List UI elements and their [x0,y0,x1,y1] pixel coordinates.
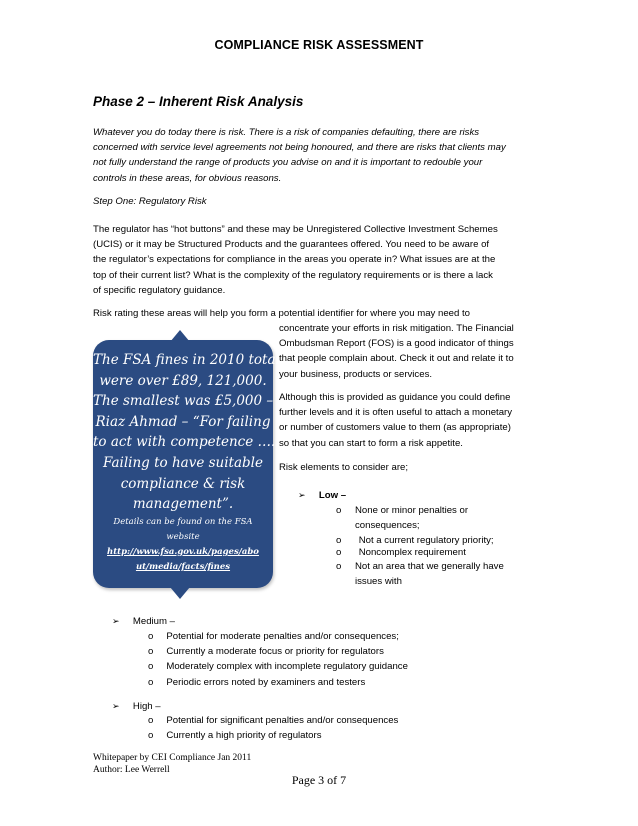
regulatory-line: of specific regulatory guidance. [93,284,226,296]
callout-quote-line: Failing to have suitable [103,454,263,471]
high-risk-subitem [148,728,398,743]
low-risk-subitem-text [355,503,468,533]
callout-quote-line: to act with competence …. [93,434,276,451]
low-risk-text: consequences; [355,520,420,532]
guidance-paragraph [279,390,512,451]
low-risk-text: issues with [355,576,402,588]
callout-quote-line: compliance & risk [120,475,246,492]
regulatory-line: the regulator’s expectations for compliance in the areas you operate in? What issues are at the [93,254,496,266]
medium-risk-text: Periodic errors noted by examiners and testers [166,676,366,688]
circle-bullet-icon: o [148,715,154,726]
callout-details-line: Details can be found on the FSA [113,516,253,527]
step-one-heading: Step One: Regulatory Risk [93,196,207,207]
high-risk-text: Currently a high priority of regulators [166,730,322,742]
guidance-line: Although this is provided as guidance you could define [279,392,511,403]
circle-bullet-icon: o [148,646,154,658]
low-risk-text: None or minor penalties or [355,505,469,516]
arrow-bullet-icon: ➢ [112,702,120,712]
medium-risk-text: Moderately complex with incomplete regulatory guidance [166,661,408,673]
guidance-line: or number of customers value to them (as appropriate) [279,422,511,434]
circle-bullet-icon: o [148,631,154,642]
callout-quote-line: Riaz Ahmad – “For failing [95,413,271,430]
fsa-link-line[interactable]: ut/media/facts/fines [135,561,231,572]
risk-rating-line: Risk rating these areas will help you form a potential identifier for where you may need to [93,308,471,319]
risk-rating-line: your business, products or services. [279,368,433,380]
callout-quote-line: The FSA fines in 2010 total [93,352,280,368]
low-risk-text: Noncomplex requirement [358,547,466,558]
low-risk-label: Low – [318,490,347,501]
high-risk-label: High – [132,701,161,712]
risk-rating-paragraph [279,321,514,382]
medium-risk-subitem [148,644,408,659]
fsa-fines-link[interactable] [93,545,273,575]
risk-rating-line: Ombudsman Report (FOS) is a good indicator of things [279,338,514,350]
intro-line: not fully understand the range of products you advise on and it is important to redouble your [93,157,483,169]
circle-bullet-icon: o [148,676,154,688]
medium-risk-item [112,614,175,630]
guidance-line: further levels and it is often useful to attach a monetary [279,407,513,419]
medium-risk-text: Potential for moderate penalties and/or consequences; [166,631,399,642]
medium-risk-subitem [148,675,408,690]
fsa-link-line[interactable]: http://www.fsa.gov.uk/pages/abo [107,546,259,557]
low-risk-subitem [336,503,341,518]
high-risk-text: Potential for significant penalties and/or consequences [166,715,399,726]
risk-elements-intro: Risk elements to consider are; [279,462,409,473]
low-risk-subitem [336,545,466,560]
medium-risk-text: Currently a moderate focus or priority for regulators [166,646,384,658]
low-risk-text: Not a current regulatory priority; [358,535,494,546]
intro-line: concerned with service level agreements not being honoured, and there are risks that clients may [93,142,506,154]
phase-heading: Phase 2 – Inherent Risk Analysis [93,94,304,109]
arrow-bullet-icon: ➢ [298,491,306,501]
low-risk-subitem [336,559,341,574]
guidance-line: so that you can start to form a risk appetite. [279,437,463,449]
arrow-bullet-icon: ➢ [112,617,120,627]
circle-bullet-icon: o [336,547,342,558]
regulatory-line: top of their current list? What is the complexity of the regulatory requirements or is there a lack [93,269,493,281]
low-risk-item [298,488,346,504]
medium-risk-label: Medium – [132,616,176,627]
callout-quote-line: The smallest was £5,000 – [93,393,274,410]
footer-whitepaper: Whitepaper by CEI Compliance Jan 2011 [93,753,252,763]
fsa-fines-callout [93,340,280,588]
document-title: COMPLIANCE RISK ASSESSMENT [214,38,424,52]
circle-bullet-icon: o [148,730,154,742]
circle-bullet-icon: o [148,661,154,673]
low-risk-subitem-text [355,559,504,589]
callout-quote-line: were over £89, 121,000. [99,372,267,389]
regulatory-line: (UCIS) or it may be Structured Products and the guarantees offered. You need to be aware of [93,239,490,251]
intro-paragraph [93,125,553,186]
medium-risk-subitem [148,629,408,644]
medium-risk-subitem [148,659,408,674]
risk-rating-line: that people complain about. Check it out and relate it to [279,353,514,365]
circle-bullet-icon: o [336,535,342,546]
callout-notch-bottom [170,587,190,599]
high-risk-subitem [148,713,398,728]
high-risk-sublist [148,713,398,743]
callout-details-line: website [166,531,200,542]
regulatory-paragraph [93,222,553,298]
callout-quote-line: management”. [132,496,234,513]
low-risk-text: Not an area that we generally have [355,561,504,572]
footer-author: Author: Lee Werrell [93,764,170,775]
circle-bullet-icon: o [336,561,342,572]
regulatory-line: The regulator has “hot buttons” and these may be Unregistered Collective Investment Schemes [93,224,498,235]
page-number: Page 3 of 7 [291,773,347,787]
circle-bullet-icon: o [336,505,342,516]
risk-rating-line: concentrate your efforts in risk mitigation. The Financial [279,323,514,334]
medium-risk-sublist [148,629,408,690]
intro-line: Whatever you do today there is risk. There is a risk of companies defaulting, there are risks [93,127,480,138]
intro-line: controls in these areas, for obvious reasons. [93,172,282,184]
